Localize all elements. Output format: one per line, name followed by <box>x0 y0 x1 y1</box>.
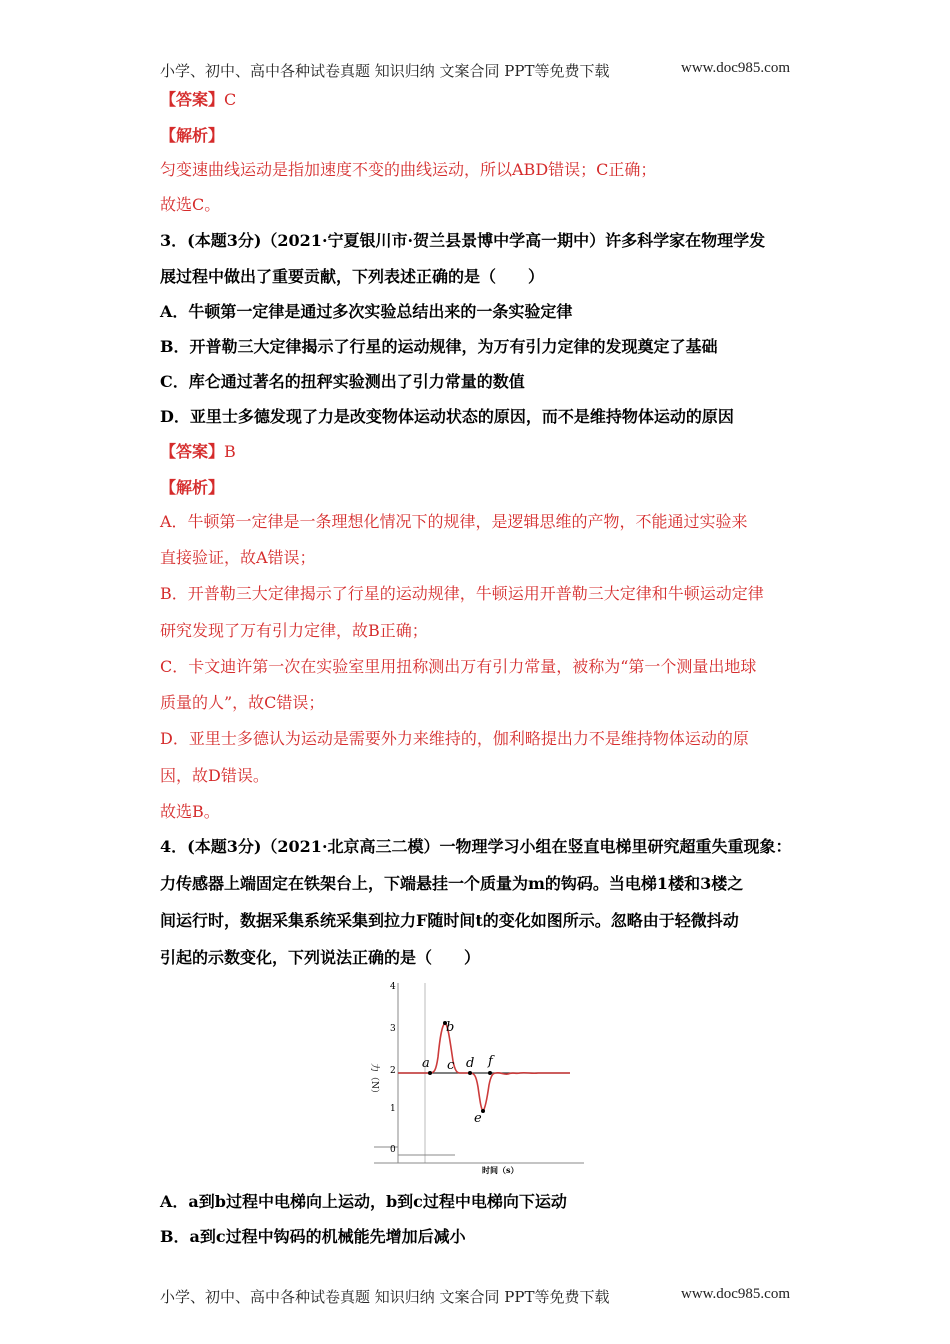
q3-analysis-line-5: C．卡文迪许第一次在实验室里用扭称测出万有引力常量，被称为“第一个测量出地球 <box>160 657 757 676</box>
y-axis-label: 力（N） <box>369 1063 379 1098</box>
footer-left-text: 小学、初中、高中各种试卷真题 知识归纳 文案合同 PPT等免费下载 <box>160 1288 610 1306</box>
q2-analysis-line-2: 故选C。 <box>160 195 221 214</box>
q3-option-b: B．开普勒三大定律揭示了行星的运动规律，为万有引力定律的发现奠定了基础 <box>160 337 718 356</box>
q3-analysis-tag-text: 【解析】 <box>160 478 225 497</box>
label-a: a <box>422 1056 430 1071</box>
q3-answer-value: B <box>224 442 236 461</box>
q3-analysis-line-2: 直接验证，故A错误； <box>160 548 316 567</box>
force-time-graph <box>360 975 592 1178</box>
q3-option-d: D．亚里士多德发现了力是改变物体运动状态的原因，而不是维持物体运动的原因 <box>160 407 734 426</box>
q4-stem-line-3: 间运行时，数据采集系统采集到拉力F随时间t的变化如图所示。忽略由于轻微抖动 <box>160 911 739 930</box>
label-c: c <box>447 1058 455 1073</box>
label-f: f <box>488 1054 493 1069</box>
y-tick-2: 2 <box>390 1066 396 1076</box>
q3-option-c: C．库仑通过著名的扭秤实验测出了引力常量的数值 <box>160 372 525 391</box>
y-tick-3: 3 <box>390 1024 396 1034</box>
q2-answer-value: C <box>224 90 237 109</box>
label-b: b <box>446 1020 455 1035</box>
point-a <box>428 1071 432 1075</box>
q3-analysis-line-1: A．牛顿第一定律是一条理想化情况下的规律，是逻辑思维的产物，不能通过实验来 <box>160 512 748 531</box>
q2-analysis-tag-text: 【解析】 <box>160 126 225 145</box>
y-tick-4: 4 <box>390 982 396 992</box>
q3-analysis-line-9: 故选B。 <box>160 802 220 821</box>
label-d: d <box>466 1056 475 1071</box>
q2-answer <box>160 88 236 112</box>
page-header <box>160 60 790 81</box>
q4-stem-line-4: 引起的示数变化，下列说法正确的是（ ） <box>160 948 481 967</box>
x-axis-label: 时间（s） <box>482 1165 519 1175</box>
q3-analysis-line-8: 因，故D错误。 <box>160 766 269 785</box>
q3-option-a: A．牛顿第一定律是通过多次实验总结出来的一条实验定律 <box>160 302 573 321</box>
footer-url: www.doc985.com <box>680 1286 790 1302</box>
q3-analysis-line-3: B．开普勒三大定律揭示了行星的运动规律，牛顿运用开普勒三大定律和牛顿运动定律 <box>160 584 764 603</box>
q3-analysis-line-7: D．亚里士多德认为运动是需要外力来维持的，伽利略提出力不是维持物体运动的原 <box>160 729 749 748</box>
q3-analysis-line-4: 研究发现了万有引力定律，故B正确； <box>160 621 428 640</box>
q3-analysis-tag <box>160 476 224 500</box>
q4-option-a: A．a到b过程中电梯向上运动，b到c过程中电梯向下运动 <box>160 1192 567 1211</box>
y-tick-0: 0 <box>390 1145 396 1155</box>
q3-stem-line-1: 3．(本题3分)（2021·宁夏银川市·贺兰县景博中学高一期中）许多科学家在物理学发 <box>160 231 766 250</box>
label-e: e <box>474 1111 482 1126</box>
header-url: www.doc985.com <box>680 60 790 76</box>
q4-stem-line-2: 力传感器上端固定在铁架台上，下端悬挂一个质量为m的钩码。当电梯1楼和3楼之 <box>160 874 744 893</box>
point-f <box>488 1071 492 1075</box>
y-tick-1: 1 <box>390 1104 396 1114</box>
header-left-text: 小学、初中、高中各种试卷真题 知识归纳 文案合同 PPT等免费下载 <box>160 62 610 80</box>
q2-analysis-line-1: 匀变速曲线运动是指加速度不变的曲线运动，所以ABD错误；C正确； <box>160 160 657 179</box>
q2-analysis-tag <box>160 124 224 148</box>
point-d <box>468 1071 472 1075</box>
q3-answer-tag: 【答案】 <box>160 442 225 461</box>
page-footer <box>160 1286 790 1307</box>
q3-stem-line-2: 展过程中做出了重要贡献，下列表述正确的是（ ） <box>160 267 545 286</box>
q2-answer-tag: 【答案】 <box>160 90 225 109</box>
force-time-figure <box>360 975 592 1178</box>
q3-answer <box>160 440 236 464</box>
q4-option-b: B．a到c过程中钩码的机械能先增加后减小 <box>160 1227 466 1246</box>
q4-stem-line-1: 4．(本题3分)（2021·北京高三二模）一物理学习小组在竖直电梯里研究超重失重现象： <box>160 837 792 856</box>
q3-analysis-line-6: 质量的人”，故C错误； <box>160 693 325 712</box>
